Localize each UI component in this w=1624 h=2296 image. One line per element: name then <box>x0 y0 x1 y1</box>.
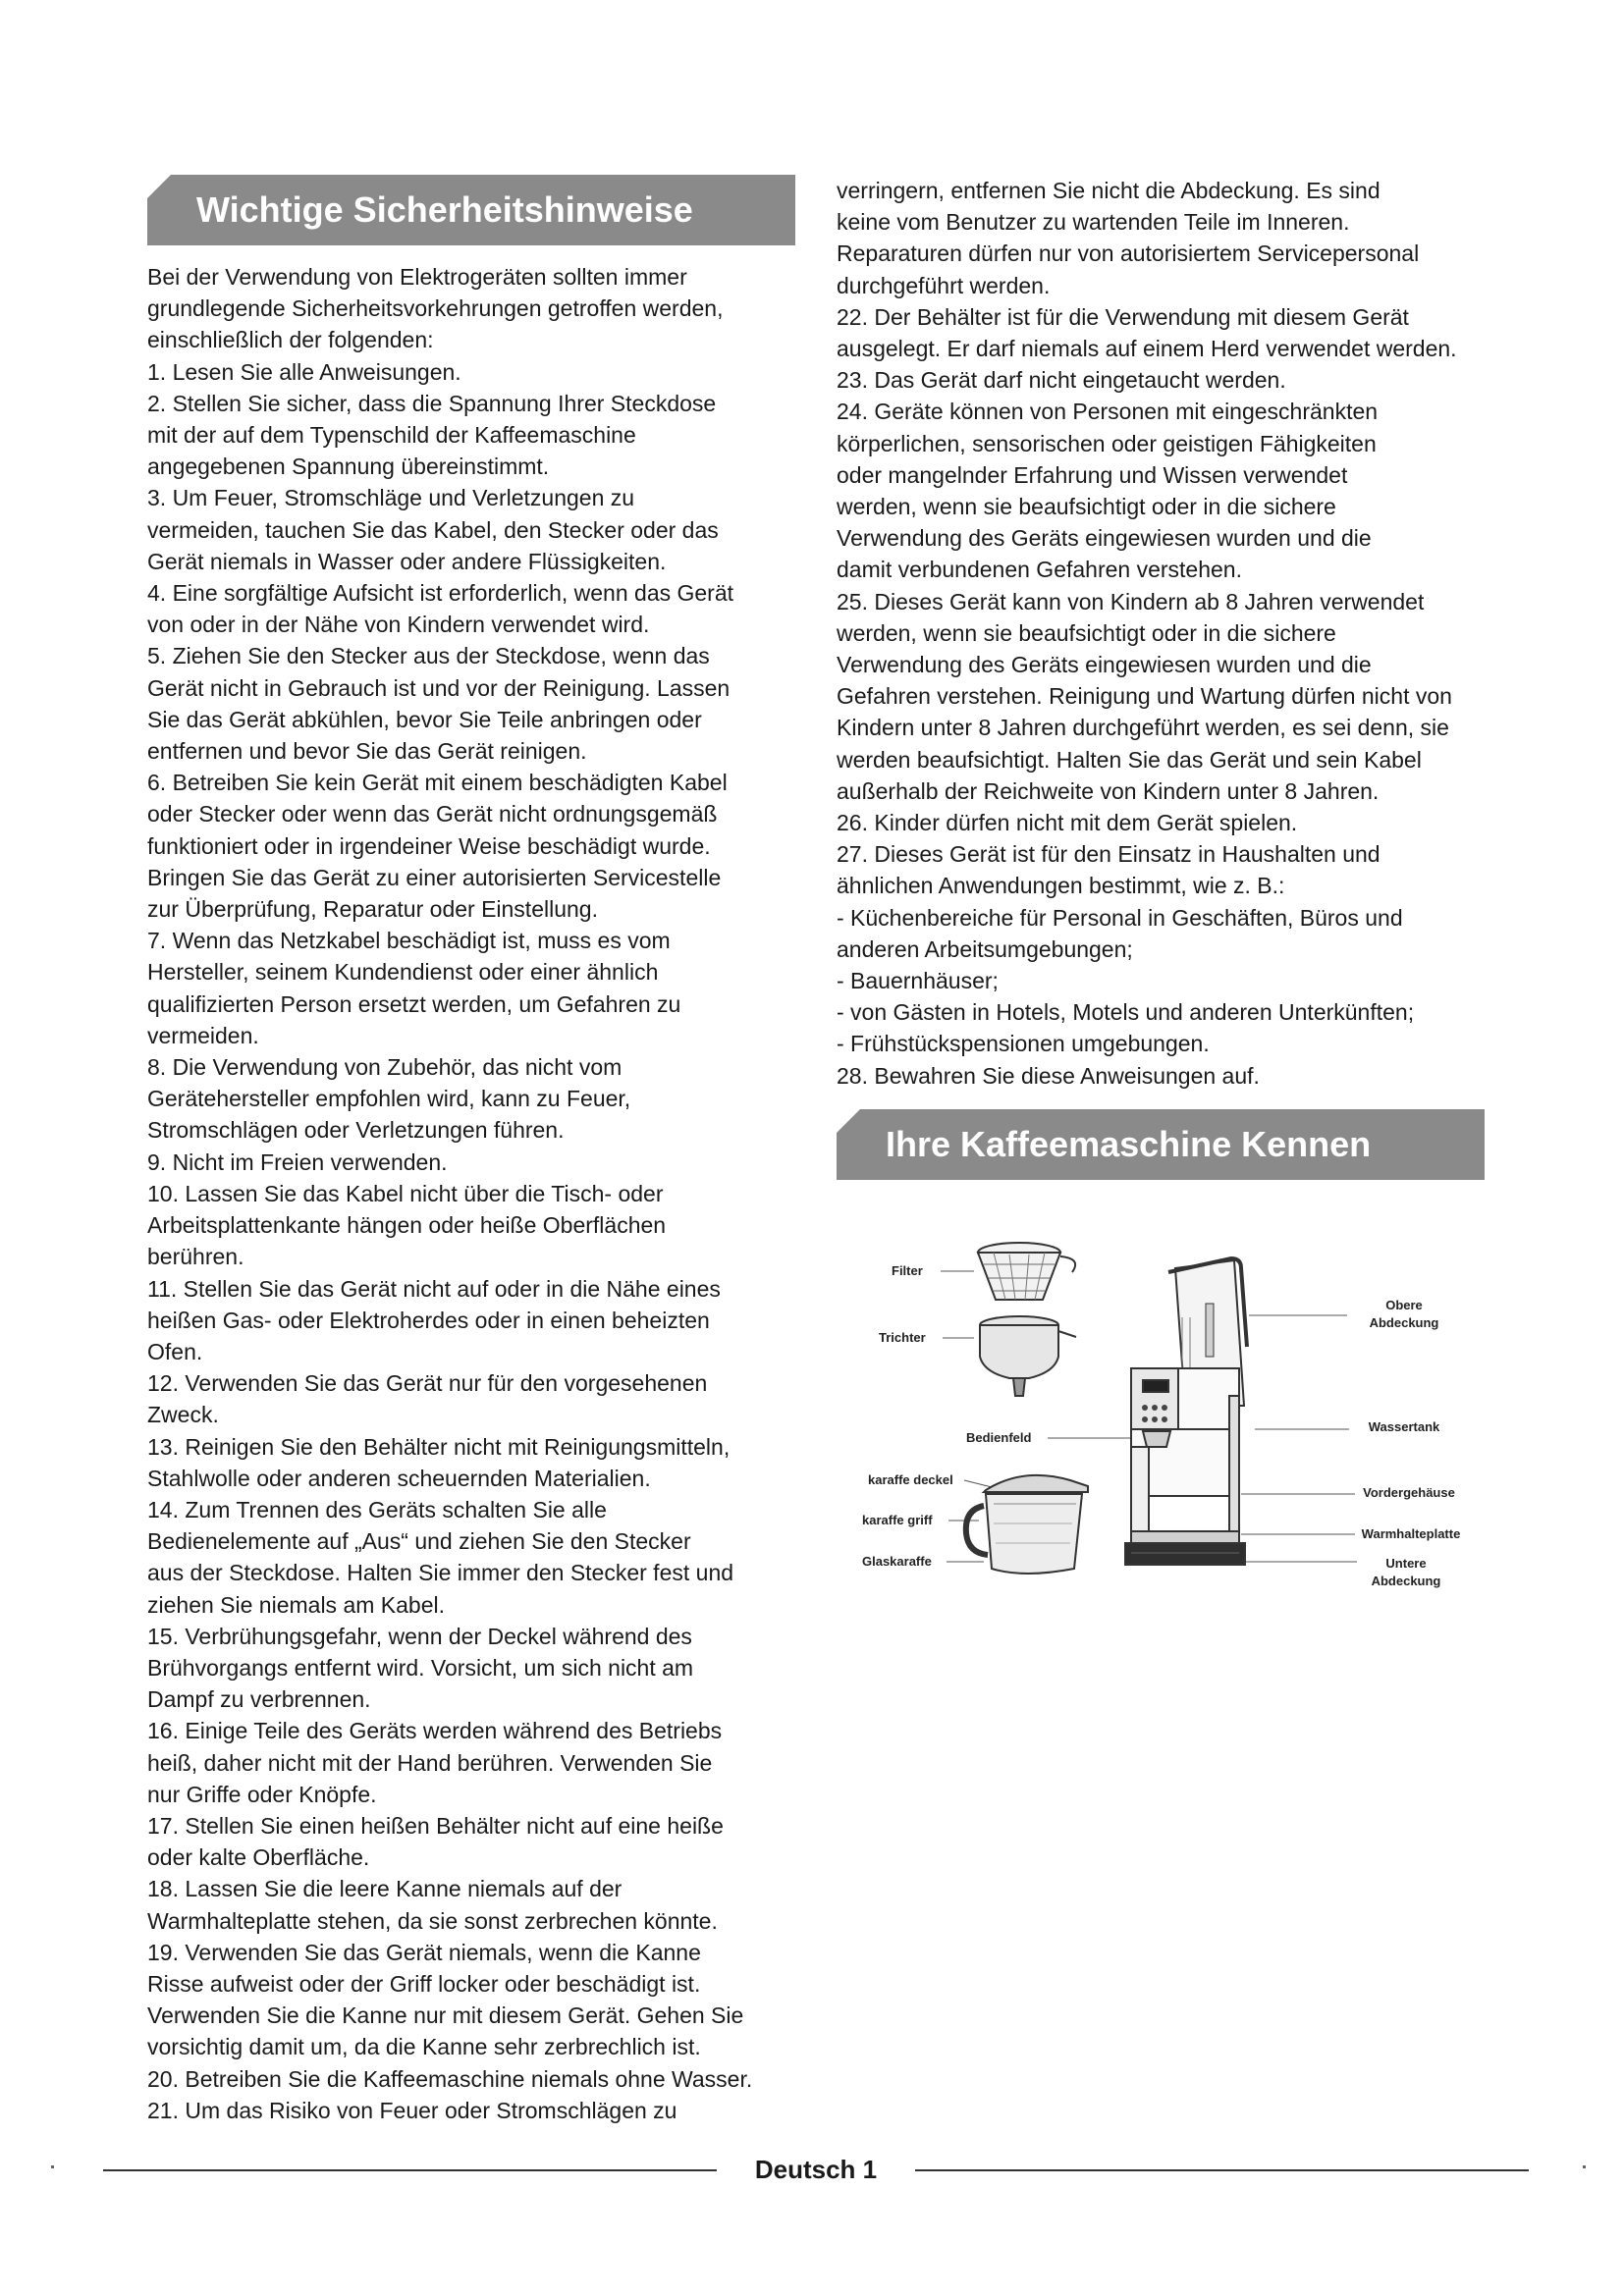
text-line: vorsichtig damit um, da die Kanne sehr zerbrechlich ist. <box>147 2034 701 2060</box>
text-line: oder mangelnder Erfahrung und Wissen verwendet <box>837 461 1348 488</box>
text-line: qualifizierten Person ersetzt werden, um Gefahren zu <box>147 990 681 1017</box>
text-line: verringern, entfernen Sie nicht die Abdeckung. Es sind <box>837 178 1380 203</box>
text-line: werden beaufsichtigt. Halten Sie das Gerät und sein Kabel <box>837 746 1422 773</box>
text-line: Bringen Sie das Gerät zu einer autorisierten Servicestelle <box>147 864 722 890</box>
text-line: aus der Steckdose. Halten Sie immer den Stecker fest und <box>147 1560 734 1586</box>
text-line: außerhalb der Reichweite von Kindern unter 8 Jahren. <box>837 777 1380 804</box>
text-line: Warmhalteplatte stehen, da sie sonst zerbrechen könnte. <box>147 1907 718 1934</box>
text-line: 6. Betreiben Sie kein Gerät mit einem beschädigten Kabel <box>147 770 728 796</box>
text-line: 23. Das Gerät darf nicht eingetaucht werden. <box>837 367 1286 394</box>
text-line: anderen Arbeitsumgebungen; <box>837 935 1133 962</box>
text-line: ziehen Sie niemals am Kabel. <box>147 1591 445 1618</box>
left-column <box>147 175 795 2126</box>
text-line: berühren. <box>147 1244 244 1270</box>
label-trichter: Trichter <box>879 1329 926 1345</box>
text-line: Gerät niemals in Wasser oder andere Flüssigkeiten. <box>147 548 667 574</box>
label-wassertank: Wassertank <box>1368 1418 1440 1434</box>
text-line: oder Stecker oder wenn das Gerät nicht ordnungsgemäß <box>147 801 718 828</box>
text-line: 25. Dieses Gerät kann von Kindern ab 8 Jahren verwendet <box>837 588 1425 614</box>
footer-rule-right <box>915 2169 1529 2171</box>
label-vordergehaeuse: Vordergehäuse <box>1363 1484 1455 1500</box>
text-line: damit verbundenen Gefahren verstehen. <box>837 557 1242 583</box>
text-line: entfernen und bevor Sie das Gerät reinigen. <box>147 738 587 765</box>
label-bedienfeld: Bedienfeld <box>966 1429 1032 1445</box>
text-line: 22. Der Behälter ist für die Verwendung mit diesem Gerät <box>837 303 1409 330</box>
text-line: Bedienelemente auf „Aus“ und ziehen Sie den Stecker <box>147 1528 691 1555</box>
heading-corner-notch <box>147 175 171 198</box>
text-line: 1. Lesen Sie alle Anweisungen. <box>147 358 461 385</box>
text-line: zur Überprüfung, Reparatur oder Einstellung. <box>147 896 598 923</box>
text-line: Stahlwolle oder anderen scheuernden Materialien. <box>147 1465 651 1491</box>
text-line: - Frühstückspensionen umgebungen. <box>837 1031 1210 1057</box>
text-line: vermeiden. <box>147 1022 259 1048</box>
text-line: angegebenen Spannung übereinstimmt. <box>147 454 550 480</box>
text-line: werden, wenn sie beaufsichtigt oder in die sichere <box>837 619 1336 646</box>
text-line: Dampf zu verbrennen. <box>147 1686 371 1713</box>
text-line: Bei der Verwendung von Elektrogeräten sollten immer <box>147 264 687 290</box>
text-line: 15. Verbrühungsgefahr, wenn der Deckel während des <box>147 1623 692 1649</box>
label-glaskaraffe: Glaskaraffe <box>862 1553 932 1569</box>
text-line: Risse aufweist oder der Griff locker oder beschädigt ist. <box>147 1970 701 1997</box>
text-line: Sie das Gerät abkühlen, bevor Sie Teile anbringen oder <box>147 706 702 732</box>
text-line: 5. Ziehen Sie den Stecker aus der Steckdose, wenn das <box>147 643 710 669</box>
text-line: oder kalte Oberfläche. <box>147 1844 370 1871</box>
text-line: Gefahren verstehen. Reinigung und Wartung dürfen nicht von <box>837 683 1452 710</box>
text-line: Verwenden Sie die Kanne nur mit diesem Gerät. Gehen Sie <box>147 2002 744 2029</box>
text-line: mit der auf dem Typenschild der Kaffeemaschine <box>147 422 636 449</box>
text-line: 26. Kinder dürfen nicht mit dem Gerät spielen. <box>837 810 1298 836</box>
text-line: durchgeführt werden. <box>837 272 1051 298</box>
text-line: 27. Dieses Gerät ist für den Einsatz in Haushalten und <box>837 841 1380 868</box>
text-line: Kindern unter 8 Jahren durchgeführt werden, es sei denn, sie <box>837 715 1449 741</box>
text-line: Stromschlägen oder Verletzungen führen. <box>147 1117 565 1144</box>
text-line: Arbeitsplattenkante hängen oder heiße Oberflächen <box>147 1212 667 1239</box>
text-line: einschließlich der folgenden: <box>147 327 434 353</box>
text-line: keine vom Benutzer zu wartenden Teile im Inneren. <box>837 209 1350 236</box>
text-line: 3. Um Feuer, Stromschläge und Verletzungen zu <box>147 485 635 511</box>
funnel-drawing <box>980 1316 1076 1396</box>
label-karaffe-griff: karaffe griff <box>862 1512 933 1527</box>
text-line: ähnlichen Anwendungen bestimmt, wie z. B.: <box>837 873 1285 899</box>
label-warmhalteplatte: Warmhalteplatte <box>1361 1525 1461 1541</box>
safety-instructions-text <box>147 261 795 2126</box>
section-heading-know-your-machine <box>837 1109 1485 1180</box>
text-line: 16. Einige Teile des Geräts werden während des Betriebs <box>147 1718 723 1744</box>
footer-dot <box>1583 2165 1586 2168</box>
section-heading-safety <box>147 175 795 245</box>
safety-instructions-continued-text <box>837 175 1485 1092</box>
section-heading-safety-text: Wichtige Sicherheitshinweise <box>196 189 693 230</box>
text-line: 28. Bewahren Sie diese Anweisungen auf. <box>837 1062 1260 1089</box>
text-line: 24. Geräte können von Personen mit eingeschränkten <box>837 399 1379 425</box>
page-footer <box>0 2150 1624 2189</box>
text-line: - Küchenbereiche für Personal in Geschäften, Büros und <box>837 904 1403 931</box>
text-line: 14. Zum Trennen des Geräts schalten Sie alle <box>147 1496 607 1522</box>
filter-basket-drawing <box>978 1243 1075 1300</box>
text-line: - von Gästen in Hotels, Motels und anderen Unterkünften; <box>837 999 1415 1026</box>
text-line: 19. Verwenden Sie das Gerät niemals, wenn die Kanne <box>147 1939 701 1965</box>
label-untere-abdeckung-line1: Untere <box>1385 1555 1427 1571</box>
text-line: Verwendung des Geräts eingewiesen wurden und die <box>837 652 1372 678</box>
text-line: Ofen. <box>147 1338 203 1364</box>
text-line: nur Griffe oder Knöpfe. <box>147 1781 377 1807</box>
coffee-machine-diagram <box>837 1200 1485 1612</box>
text-line: 7. Wenn das Netzkabel beschädigt ist, muss es vom <box>147 928 671 954</box>
text-line: 20. Betreiben Sie die Kaffeemaschine niemals ohne Wasser. <box>147 2065 753 2092</box>
text-line: von oder in der Nähe von Kindern verwendet wird. <box>147 612 650 638</box>
text-line: 13. Reinigen Sie den Behälter nicht mit Reinigungsmitteln, <box>147 1433 731 1460</box>
text-line: Gerät nicht in Gebrauch ist und vor der Reinigung. Lassen <box>147 674 731 701</box>
text-line: heißen Gas- oder Elektroherdes oder in einen beheizten <box>147 1307 710 1333</box>
label-obere-abdeckung-line1: Obere <box>1385 1297 1423 1312</box>
heading-corner-notch <box>837 1109 860 1133</box>
text-line: - Bauernhäuser; <box>837 968 999 994</box>
label-obere-abdeckung-line2: Abdeckung <box>1369 1314 1439 1330</box>
label-karaffe-deckel: karaffe deckel <box>868 1471 953 1487</box>
text-line: Brühvorgangs entfernt wird. Vorsicht, um sich nicht am <box>147 1654 694 1681</box>
footer-dot <box>51 2165 54 2168</box>
carafe-drawing <box>966 1475 1088 1574</box>
text-line: 2. Stellen Sie sicher, dass die Spannung Ihrer Steckdose <box>147 390 717 416</box>
text-line: körperlichen, sensorischen oder geistigen Fähigkeiten <box>837 430 1377 456</box>
text-line: Hersteller, seinem Kundendienst oder einer ähnlich <box>147 959 659 986</box>
text-line: 9. Nicht im Freien verwenden. <box>147 1148 448 1175</box>
text-line: 21. Um das Risiko von Feuer oder Stromschlägen zu <box>147 2097 677 2123</box>
coffee-machine-body-drawing <box>1125 1258 1247 1565</box>
text-line: grundlegende Sicherheitsvorkehrungen getroffen werden, <box>147 295 724 322</box>
section-heading-know-your-machine-text: Ihre Kaffeemaschine Kennen <box>886 1123 1372 1164</box>
text-line: ausgelegt. Er darf niemals auf einem Herd verwendet werden. <box>837 336 1457 362</box>
text-line: 4. Eine sorgfältige Aufsicht ist erforderlich, wenn das Gerät <box>147 580 734 607</box>
text-line: 10. Lassen Sie das Kabel nicht über die Tisch- oder <box>147 1180 664 1206</box>
text-line: funktioniert oder in irgendeiner Weise beschädigt wurde. <box>147 832 711 859</box>
page-number: Deutsch 1 <box>754 2155 878 2184</box>
coffee-machine-illustration <box>837 1200 1485 1612</box>
text-line: Reparaturen dürfen nur von autorisiertem Servicepersonal <box>837 240 1420 267</box>
text-line: 8. Die Verwendung von Zubehör, das nicht vom <box>147 1054 623 1081</box>
label-filter: Filter <box>892 1262 923 1278</box>
text-line: heiß, daher nicht mit der Hand berühren. Verwenden Sie <box>147 1749 713 1776</box>
text-line: Verwendung des Geräts eingewiesen wurden und die <box>837 525 1372 552</box>
text-line: werden, wenn sie beaufsichtigt oder in die sichere <box>837 494 1336 520</box>
right-column <box>837 175 1485 1612</box>
leader-line <box>964 1480 992 1487</box>
text-line: 17. Stellen Sie einen heißen Behälter nicht auf eine heiße <box>147 1812 724 1839</box>
text-line: Gerätehersteller empfohlen wird, kann zu Feuer, <box>147 1086 631 1112</box>
text-line: vermeiden, tauchen Sie das Kabel, den Stecker oder das <box>147 516 719 543</box>
label-untere-abdeckung-line2: Abdeckung <box>1371 1573 1441 1588</box>
text-line: 12. Verwenden Sie das Gerät nur für den vorgesehenen <box>147 1370 708 1397</box>
text-line: 11. Stellen Sie das Gerät nicht auf oder in die Nähe eines <box>147 1275 721 1302</box>
text-line: 18. Lassen Sie die leere Kanne niemals auf der <box>147 1876 623 1902</box>
footer-rule-left <box>103 2169 717 2171</box>
text-line: Zweck. <box>147 1402 219 1428</box>
